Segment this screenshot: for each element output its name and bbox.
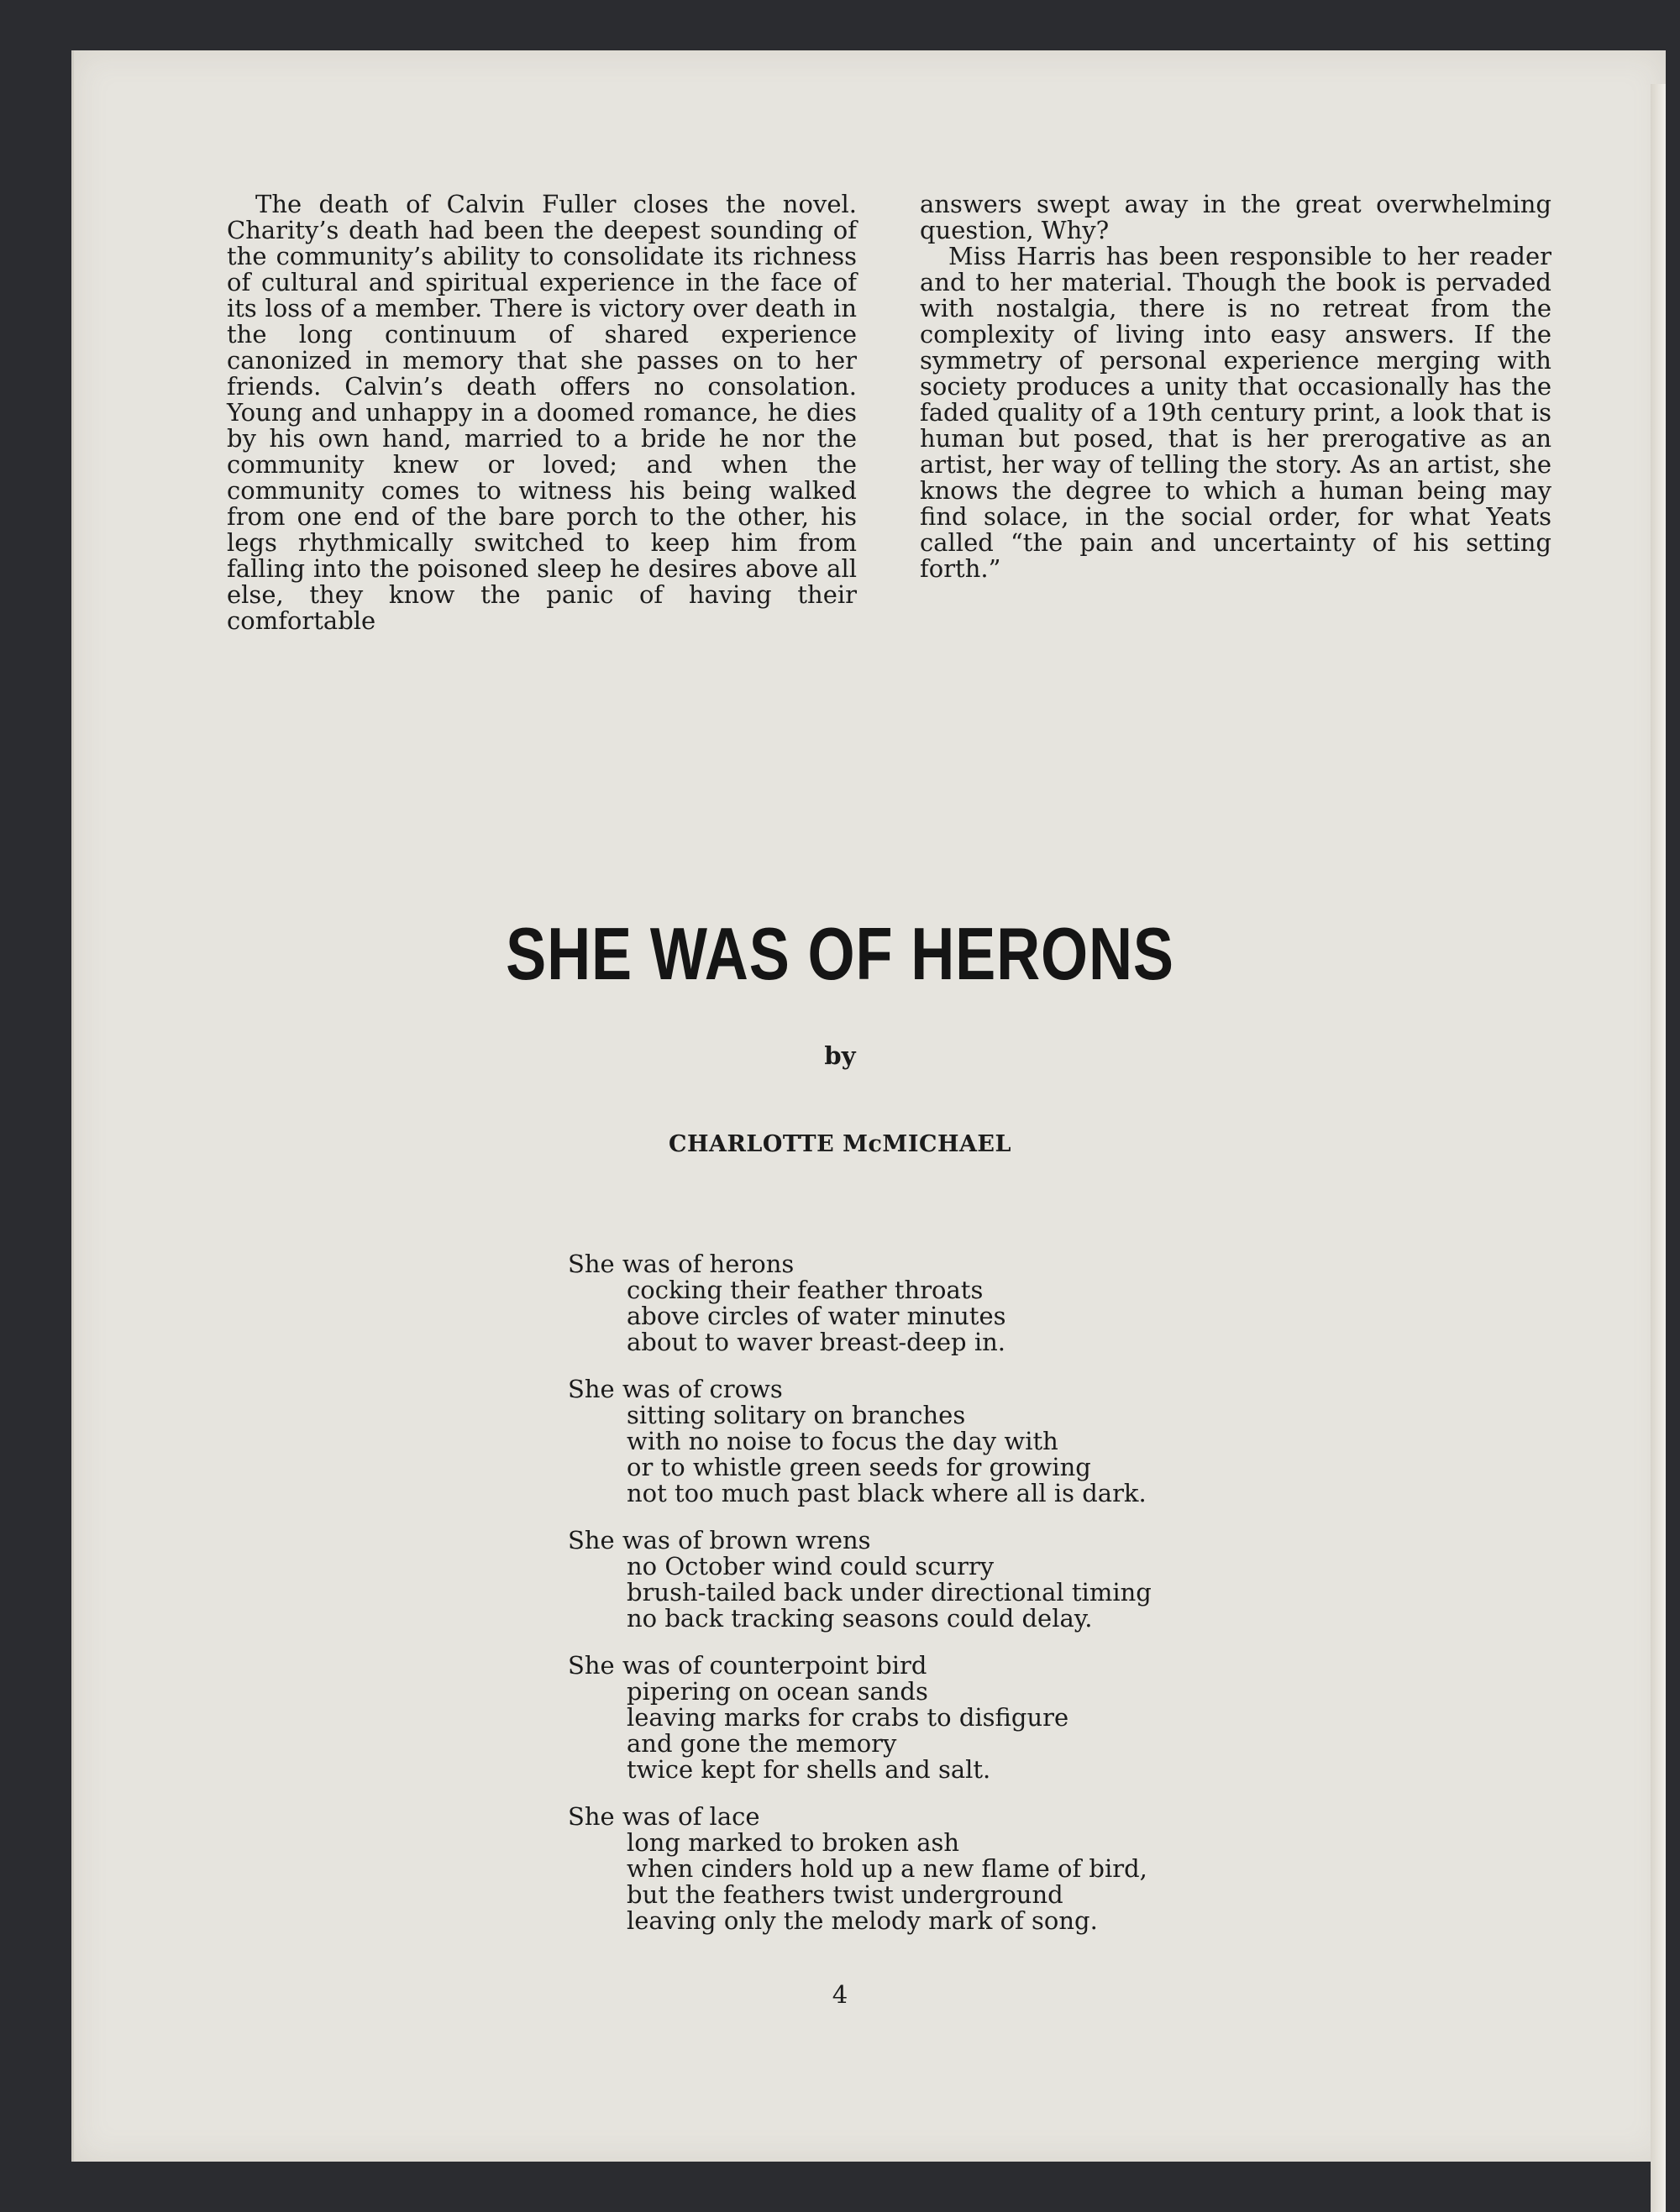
poem-line: when cinders hold up a new flame of bird, <box>627 1854 1147 1883</box>
poem-line: She was of herons <box>568 1250 795 1278</box>
poem-line: no back tracking seasons could delay. <box>627 1604 1093 1633</box>
poem-line: She was of crows <box>568 1375 783 1403</box>
poem-line: pipering on ocean sands <box>627 1677 928 1706</box>
poem-line: no October wind could scurry <box>627 1552 995 1580</box>
byline: by <box>824 1041 856 1070</box>
poem-line: She was of lace <box>568 1802 760 1831</box>
left-column <box>227 191 857 634</box>
poem-line: not too much past black where all is dark. <box>627 1479 1147 1507</box>
poem-line: but the feathers twist underground <box>627 1880 1063 1909</box>
poem-line: long marked to broken ash <box>627 1828 960 1857</box>
poem-author: CHARLOTTE McMICHAEL <box>669 1131 1011 1157</box>
poem-line: about to waver breast-deep in. <box>627 1328 1005 1356</box>
stanza <box>568 1653 1152 1783</box>
paragraph: answers swept away in the great overwhelming question, Why? <box>920 190 1551 244</box>
stanza <box>568 1804 1152 1934</box>
poem-line: leaving only the melody mark of song. <box>627 1906 1098 1935</box>
poem-line: She was of brown wrens <box>568 1526 871 1554</box>
poem-line: twice kept for shells and salt. <box>627 1755 991 1784</box>
stanza <box>568 1251 1152 1355</box>
poem-line: She was of counterpoint bird <box>568 1651 927 1680</box>
poem-body <box>568 1251 1152 1955</box>
poem-line: or to whistle green seeds for growing <box>627 1453 1091 1481</box>
poem-line: with no noise to focus the day with <box>627 1427 1058 1455</box>
stanza <box>568 1376 1152 1507</box>
poem-line: cocking their feather throats <box>627 1276 984 1304</box>
poem-line: and gone the memory <box>627 1729 897 1758</box>
paragraph: The death of Calvin Fuller closes the novel. Charity’s death had been the deepest sounding of the community’s ability to consolidate its richness of cultural and spiritual experience in the face of its loss of a member. There is victory over death in the long continuum of shared experience canonized in memory that she passes on to her friends. Calvin’s death offers no consolation. Young and unhappy in a doomed romance, he dies by his own hand, married to a bride he nor the community knew or loved; and when the community comes to witness his being walked from one end of the bare porch to the other, his legs rhythmically switched to keep him from falling into the poisoned sleep he desires above all else, they know the panic of having their comfortable <box>227 190 857 635</box>
page-number: 4 <box>832 1980 848 2009</box>
poem-line: above circles of water minutes <box>627 1302 1006 1330</box>
right-column <box>920 191 1551 582</box>
poem-title: SHE WAS OF HERONS <box>506 912 1174 995</box>
poem-line: leaving marks for crabs to disfigure <box>627 1703 1069 1732</box>
stanza <box>568 1528 1152 1632</box>
paragraph: Miss Harris has been responsible to her reader and to her material. Though the book is pervaded with nostalgia, there is no retreat from the complexity of living into easy answers. If the symmetry of personal experience merging with society produces a unity that occasionally has the faded quality of a 19th century print, a look that is human but posed, that is her prerogative as an artist, her way of telling the story. As an artist, she knows the degree to which a human being may find solace, in the social order, for what Yeats called “the pain and uncertainty of his setting forth.” <box>920 242 1551 583</box>
poem-line: sitting solitary on branches <box>627 1401 966 1429</box>
poem-line: brush-tailed back under directional timing <box>627 1578 1152 1607</box>
